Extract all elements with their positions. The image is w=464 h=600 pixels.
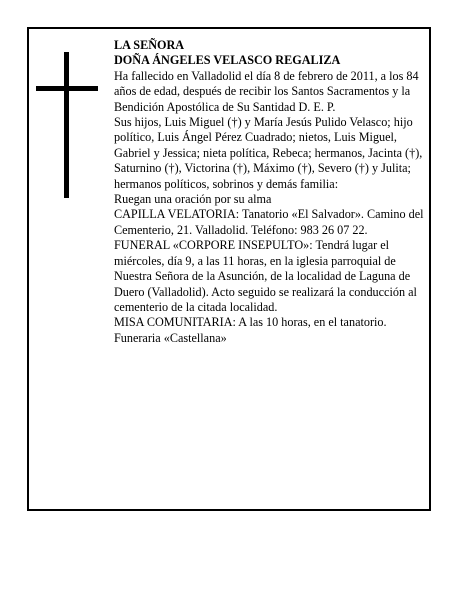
family-list: Sus hijos, Luis Miguel (†) y María Jesús Pulido Velasco; hijo político, Luis Ángel Pérez Cuadrado; nietos, Luis Miguel, Gabriel y Jessica; nieta política, Rebeca; hermanos, Jacinta (†), Saturnino (†), Victorina (†), Máximo (†), Severo (†) y Julita; hermanos políticos, sobrinos y demás familia: [114, 115, 423, 191]
wake-chapel-info: CAPILLA VELATORIA: Tanatorio «El Salvador». Camino del Cementerio, 21. Valladolid. Teléfono: 983 26 07 22. [114, 207, 424, 237]
funeral-home: Funeraria «Castellana» [114, 330, 227, 345]
obituary-text [114, 38, 426, 346]
prayer-request: Ruegan una oración por su alma [114, 192, 272, 207]
community-mass-info: MISA COMUNITARIA: A las 10 horas, en el tanatorio. [114, 315, 387, 330]
death-announcement: Ha fallecido en Valladolid el día 8 de febrero de 2011, a los 84 años de edad, después de recibir los Santos Sacramentos y la Bendición Apostólica de Su Santidad D. E. P. [114, 68, 419, 114]
deceased-name: DOÑA ÁNGELES VELASCO REGALIZA [114, 53, 341, 68]
cross-icon [64, 52, 69, 198]
title-line-1: LA SEÑORA [114, 38, 185, 52]
cross-icon-bar [36, 86, 98, 91]
funeral-info: FUNERAL «CORPORE INSEPULTO»: Tendrá lugar el miércoles, día 9, a las 11 horas, en la iglesia parroquial de Nuestra Señora de la Asunción, de la localidad de Laguna de Duero (Valladolid). Acto seguido se realizará la conducción al cementerio de la citada localidad. [114, 238, 417, 314]
